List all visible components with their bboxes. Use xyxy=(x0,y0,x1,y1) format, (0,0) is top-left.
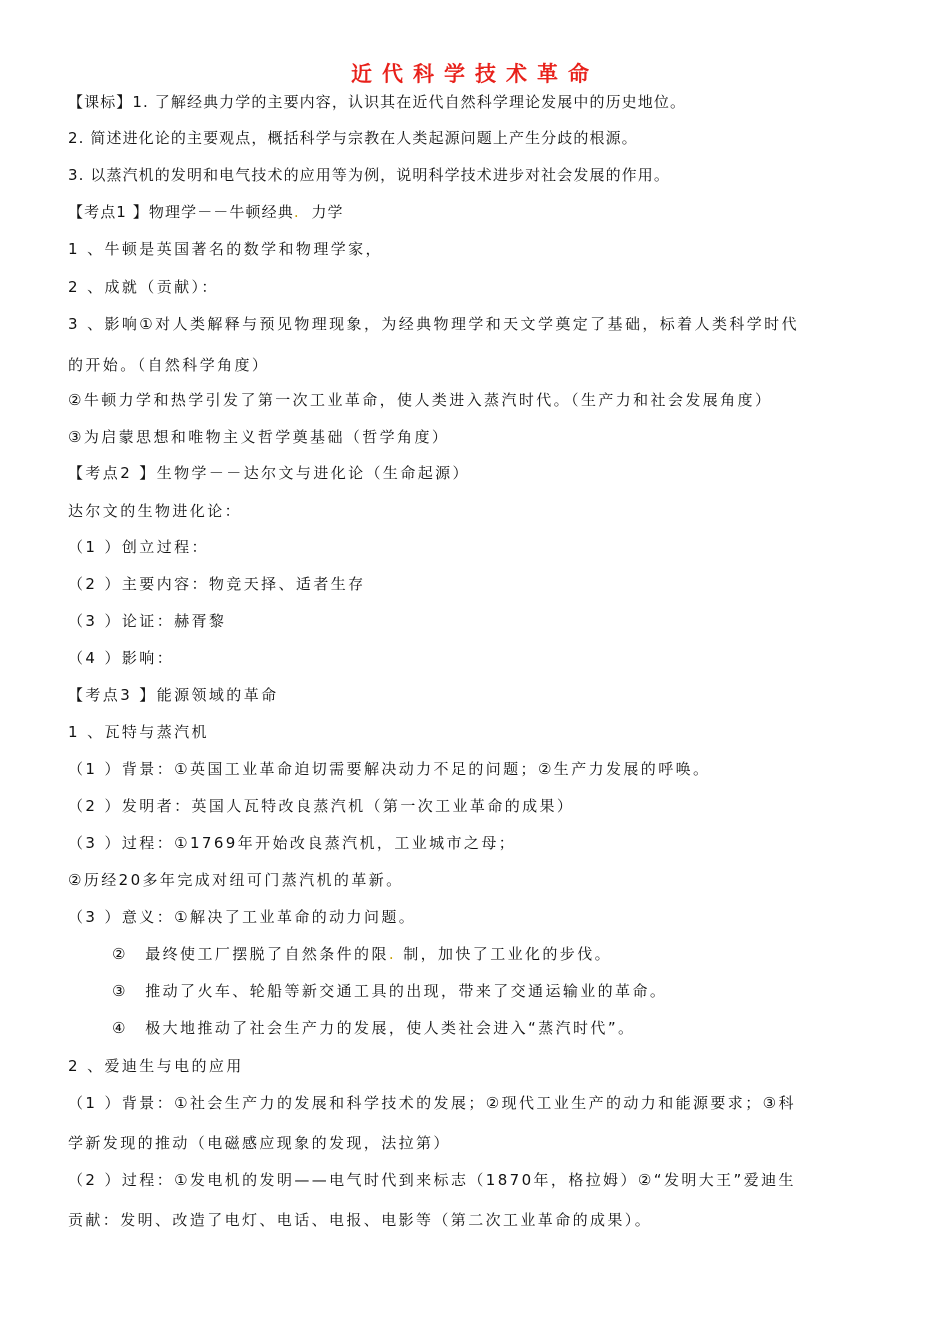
text-line: （3 ）论证：赫胥黎 xyxy=(68,612,227,630)
stray-dot-mark: . xyxy=(293,203,300,221)
section-heading-2: 【考点2 】生物学－－达尔文与进化论（生命起源） xyxy=(68,464,470,482)
section-heading-1 xyxy=(68,202,344,222)
text-line: 学新发现的推动（电磁感应现象的发现，法拉第） xyxy=(68,1134,451,1152)
text-line: 2 、爱迪生与电的应用 xyxy=(68,1057,244,1075)
curriculum-standard-2: 2. 简述进化论的主要观点，概括科学与宗教在人类起源问题上产生分歧的根源。 xyxy=(68,129,638,147)
significance-item-2-main: ② 最终使工厂摆脱了自然条件的限 xyxy=(112,945,389,963)
text-line: 2 、成就（贡献）： xyxy=(68,278,219,296)
text-line: 贡献：发明、改造了电灯、电话、电报、电影等（第二次工业革命的成果）。 xyxy=(68,1211,653,1229)
text-line: 达尔文的生物进化论： xyxy=(68,502,243,520)
text-line: （3 ）过程：①1769年开始改良蒸汽机，工业城市之母； xyxy=(68,834,517,852)
text-line: （2 ）发明者：英国人瓦特改良蒸汽机（第一次工业革命的成果） xyxy=(68,797,575,815)
text-line: （1 ）背景：①英国工业革命迫切需要解决动力不足的问题；②生产力发展的呼唤。 xyxy=(68,760,711,778)
section-heading-1-tail: 力学 xyxy=(311,203,344,221)
text-line: （2 ）过程：①发电机的发明——电气时代到来标志（1870年，格拉姆）②“发明大王”爱迪生 xyxy=(68,1171,796,1189)
stray-dot-mark: . xyxy=(388,945,397,963)
text-line: 3 、影响①对人类解释与预见物理现象，为经典物理学和天文学奠定了基础，标着人类科学时代 xyxy=(68,315,799,333)
document-title: 近代科学技术革命 xyxy=(351,61,599,86)
significance-item-4: ④ 极大地推动了社会生产力的发展，使人类社会进入“蒸汽时代”。 xyxy=(112,1019,636,1037)
text-line: （4 ）影响： xyxy=(68,649,175,667)
significance-item-2-tail: 制，加快了工业化的步伐。 xyxy=(403,945,613,963)
text-line: （3 ）意义：①解决了工业革命的动力问题。 xyxy=(68,908,417,926)
section-heading-3: 【考点3 】能源领域的革命 xyxy=(68,686,279,704)
curriculum-standard-3: 3. 以蒸汽机的发明和电气技术的应用等为例，说明科学技术进步对社会发展的作用。 xyxy=(68,166,670,184)
text-line: 1 、牛顿是英国著名的数学和物理学家， xyxy=(68,240,383,258)
significance-item-3: ③ 推动了火车、轮船等新交通工具的出现，带来了交通运输业的革命。 xyxy=(112,982,668,1000)
text-line: ②牛顿力学和热学引发了第一次工业革命，使人类进入蒸汽时代。（生产力和社会发展角度） xyxy=(68,391,773,409)
curriculum-standard-1: 【课标】1. 了解经典力学的主要内容，认识其在近代自然科学理论发展中的历史地位。 xyxy=(68,93,687,111)
text-line: ③为启蒙思想和唯物主义哲学奠基础（哲学角度） xyxy=(68,428,450,446)
significance-item-2 xyxy=(112,944,612,964)
text-line: （2 ）主要内容：物竞天择、适者生存 xyxy=(68,575,366,593)
section-heading-1-main: 【考点1 】物理学－－牛顿经典 xyxy=(68,203,294,221)
text-line: （1 ）背景：①社会生产力的发展和科学技术的发展；②现代工业生产的动力和能源要求；③科 xyxy=(68,1094,796,1112)
text-line: ②历经20多年完成对纽可门蒸汽机的革新。 xyxy=(68,871,404,889)
text-line: 1 、瓦特与蒸汽机 xyxy=(68,723,209,741)
text-line: 的开始。（自然科学角度） xyxy=(68,356,270,374)
text-line: （1 ）创立过程： xyxy=(68,538,209,556)
